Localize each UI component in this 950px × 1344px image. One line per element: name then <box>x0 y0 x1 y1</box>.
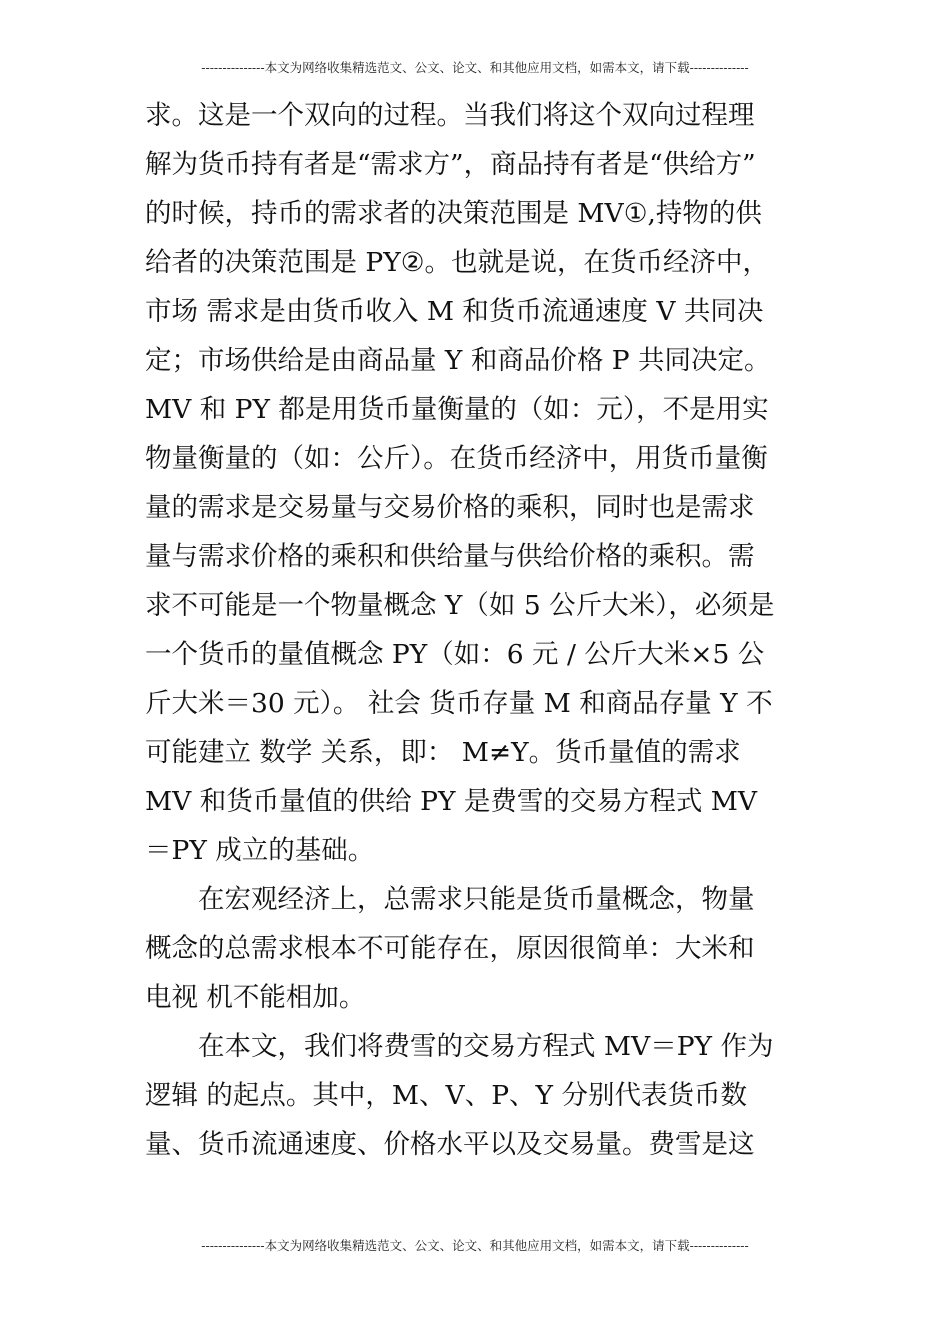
text-line: 物量衡量的（如：公斤）。在货币经济中，用货币量衡 <box>145 443 768 474</box>
text-line: 可能建立 数学 关系，即： M≠Y。货币量值的需求 <box>145 737 741 768</box>
text-line: 解为货币持有者是“需求方”，商品持有者是“供给方” <box>145 149 756 180</box>
text-line: 定；市场供给是由商品量 Y 和商品价格 P 共同决定。 <box>145 345 771 376</box>
text-line: 在宏观经济上，总需求只能是货币量概念，物量 <box>198 884 755 915</box>
text-line: 求。这是一个双向的过程。当我们将这个双向过程理 <box>145 100 755 131</box>
text-line: MV 和 PY 都是用货币量衡量的（如：元），不是用实 <box>145 394 769 425</box>
text-line: 电视 机不能相加。 <box>145 982 366 1013</box>
paragraph-3 <box>145 1022 810 1169</box>
text-line: 量的需求是交易量与交易价格的乘积，同时也是需求 <box>145 492 755 523</box>
text-line: 市场 需求是由货币收入 M 和货币流通速度 V 共同决 <box>145 296 764 327</box>
document-body <box>145 91 810 1169</box>
text-line: 概念的总需求根本不可能存在，原因很简单：大米和 <box>145 933 755 964</box>
text-line: MV 和货币量值的供给 PY 是费雪的交易方程式 MV <box>145 786 758 817</box>
text-line: 逻辑 的起点。其中，M、V、P、Y 分别代表货币数 <box>145 1080 747 1111</box>
paragraph-2 <box>145 875 810 1022</box>
page-header: ---------------本文为网络收集精选范文、公文、论文、和其他应用文档，如需本文，请下载-------------- <box>201 60 749 75</box>
paragraph-1 <box>145 91 810 875</box>
text-line: 在本文，我们将费雪的交易方程式 MV＝PY 作为 <box>198 1031 774 1062</box>
text-line: ＝PY 成立的基础。 <box>145 835 375 866</box>
text-line: 斤大米＝30 元）。 社会 货币存量 M 和商品存量 Y 不 <box>145 688 773 719</box>
text-line: 给者的决策范围是 PY②。也就是说，在货币经济中， <box>145 247 770 278</box>
text-line: 一个货币的量值概念 PY（如：6 元 / 公斤大米×5 公 <box>145 639 765 670</box>
text-line: 量与需求价格的乘积和供给量与供给价格的乘积。需 <box>145 541 755 572</box>
text-line: 量、货币流通速度、价格水平以及交易量。费雪是这 <box>145 1129 755 1160</box>
text-line: 的时候，持币的需求者的决策范围是 MV①,持物的供 <box>145 198 762 229</box>
page-footer: ---------------本文为网络收集精选范文、公文、论文、和其他应用文档，如需本文，请下载-------------- <box>201 1238 749 1253</box>
text-line: 求不可能是一个物量概念 Y（如 5 公斤大米），必须是 <box>145 590 775 621</box>
